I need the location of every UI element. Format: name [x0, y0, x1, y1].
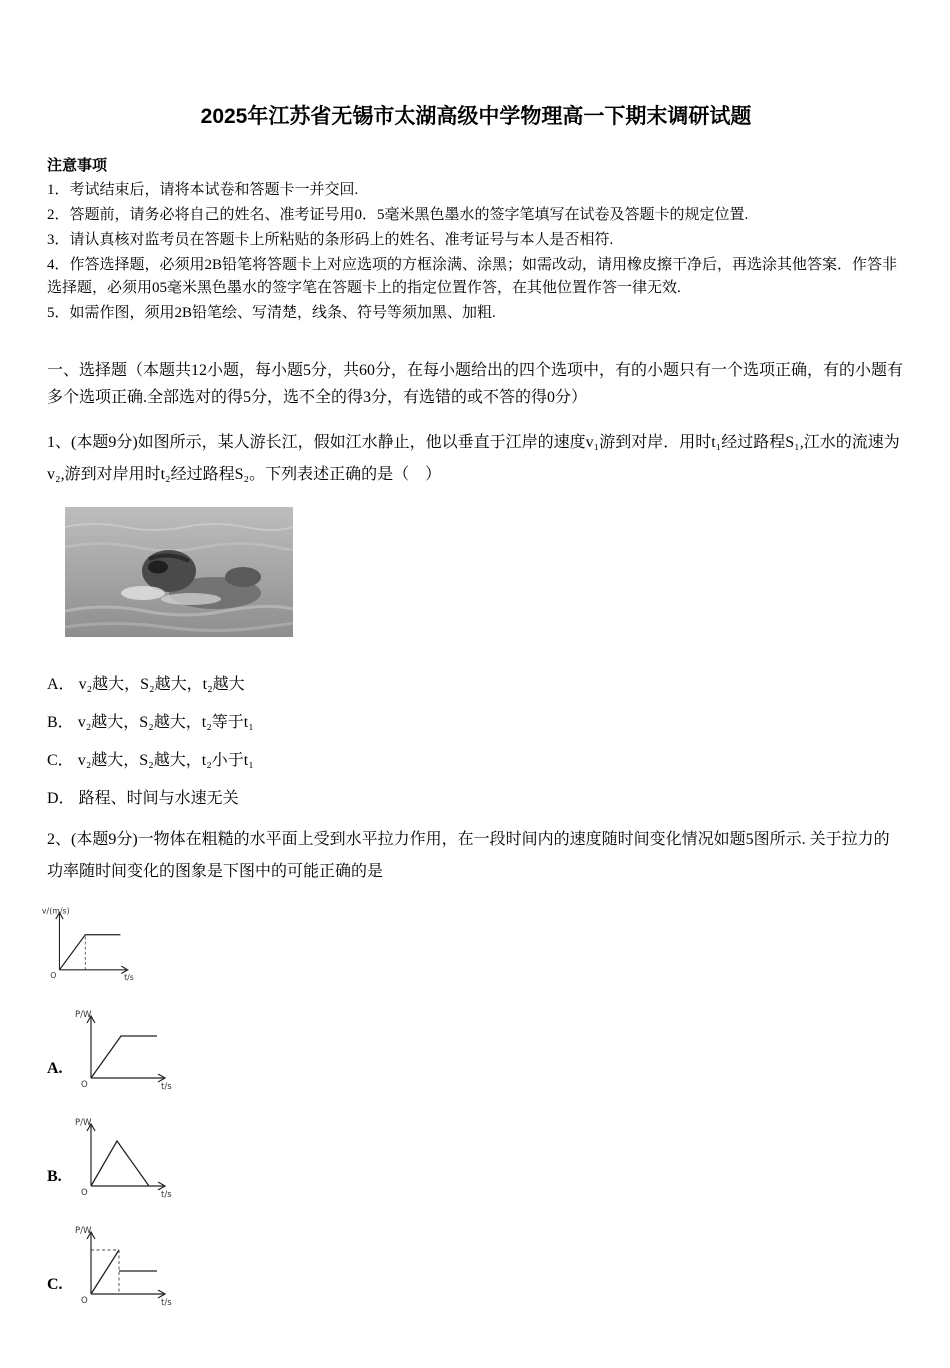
q1-options [47, 671, 905, 808]
origin-label: O [50, 971, 57, 981]
question-1-text: 1、(本题9分)如图所示，某人游长江，假如江水静止，他以垂直于江岸的速度v₁游到对岸．用时t₁经过路程S₁,江水的流速为v₂,游到对岸用时t₂经过路程S₂。下列表述正确的是（ ） [47, 434, 900, 483]
notice-item-4: 4．作答选择题，必须用2B铅笔将答题卡上对应选项的方框涂满、涂黑；如需改动，请用橡皮擦干净后，再选涂其他答案．作答非选择题，必须用05毫米黑色墨水的签字笔在答题卡上的指定位置作答，在其他位置作答一律无效. [47, 257, 898, 296]
q1-option-a [47, 671, 905, 694]
q1-option-d [47, 785, 905, 808]
x-axis-label: t/s [161, 1190, 172, 1200]
notice-header: 注意事项 [47, 158, 108, 174]
option-text: v₂越大，S₂越大，t₂小于t₁ [77, 752, 254, 769]
y-axis-label: P/W [75, 1010, 92, 1020]
power-curve [91, 1141, 149, 1186]
notice-item-3: 3．请认真核对监考员在答题卡上所粘贴的条形码上的姓名、准考证号与本人是否相符. [47, 232, 614, 248]
q1-option-c [47, 747, 905, 770]
notice-item-1: 1．考试结束后，请将本试卷和答题卡一并交回. [47, 182, 359, 198]
origin-label: O [81, 1080, 88, 1090]
splash [161, 593, 221, 605]
notice-item-2: 2．答题前，请务必将自己的姓名、准考证号用0．5毫米黑色墨水的签字笔填写在试卷及答题卡的规定位置. [47, 207, 749, 223]
swimmer-arm [225, 567, 261, 587]
q2-figure-velocity-time-graph [41, 904, 905, 984]
question-2-text: 2、(本题9分)一物体在粗糙的水平面上受到水平拉力作用，在一段时间内的速度随时间变化情况如题5图所示. 关于拉力的功率随时间变化的图象是下图中的可能正确的是 [47, 831, 890, 880]
option-letter: A． [47, 676, 75, 693]
option-text: v₂越大，S₂越大，t₂越大 [78, 676, 245, 693]
option-letter: C． [47, 752, 74, 769]
notice-section [47, 154, 905, 325]
option-letter: D． [47, 790, 75, 807]
swimmer-photo-graphic [65, 507, 293, 637]
option-text: 路程、时间与水速无关 [78, 790, 239, 807]
q2-option-a-graph [71, 1008, 175, 1092]
q2-option-a [47, 1008, 905, 1092]
origin-label: O [81, 1296, 88, 1306]
swimmer-photo [65, 507, 293, 637]
option-letter: B. [47, 1168, 62, 1185]
notice-item-5: 5．如需作图，须用2B铅笔绘、写清楚，线条、符号等须加黑、加粗. [47, 305, 496, 321]
x-axis-label: t/s [161, 1298, 172, 1308]
x-axis-label: t/s [124, 973, 134, 982]
option-letter: C. [47, 1276, 63, 1293]
q2-option-b-graph [71, 1116, 175, 1200]
y-axis-label: v/(m/s) [41, 906, 70, 916]
y-axis-label: P/W [75, 1118, 92, 1128]
swimmer-goggles [148, 561, 168, 574]
option-letter: B． [47, 714, 74, 731]
x-axis-label: t/s [161, 1082, 172, 1092]
q2-option-c-graph [71, 1224, 175, 1308]
option-letter: A. [47, 1060, 63, 1077]
power-rise-segment [91, 1250, 119, 1294]
y-axis-label: P/W [75, 1226, 92, 1236]
q2-option-b [47, 1116, 905, 1200]
velocity-curve [59, 935, 120, 970]
option-text: v₂越大，S₂越大，t₂等于t₁ [77, 714, 254, 731]
section-header: 一、选择题（本题共12小题，每小题5分，共60分，在每小题给出的四个选项中，有的小题只有一个选项正确，有的小题有多个选项正确.全部选对的得5分，选不全的得3分，有选错的或不答的得0分） [47, 362, 904, 406]
q1-option-b [47, 709, 905, 732]
origin-label: O [81, 1188, 88, 1198]
page-title: 2025年江苏省无锡市太湖高级中学物理高一下期末调研试题 [200, 105, 752, 128]
splash [121, 586, 165, 600]
power-curve [91, 1036, 157, 1078]
q2-option-c [47, 1224, 905, 1308]
